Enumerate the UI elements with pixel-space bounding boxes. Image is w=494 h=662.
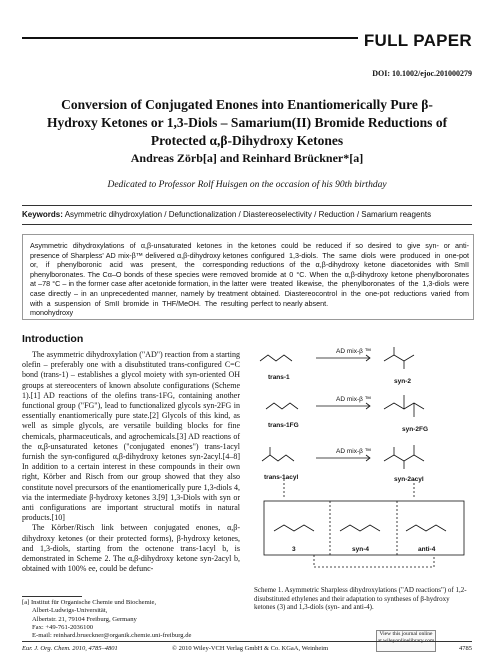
olefin-chain xyxy=(266,403,298,409)
footnote-line: Albertstr. 21, 79104 Freiburg, Germany xyxy=(32,615,137,623)
dedication: Dedicated to Professor Rolf Huisgen on the occasion of his 90th birthday xyxy=(107,180,387,190)
page-number: 4785 xyxy=(459,645,472,652)
footnote-line: [a] Institut für Organische Chemie und Biochemie, xyxy=(22,599,157,606)
compound-label: trans-1 xyxy=(268,374,290,381)
section-label: FULL PAPER xyxy=(358,31,472,51)
chain-anti-4 xyxy=(406,525,446,531)
ketodiol-chain xyxy=(384,455,424,461)
footnote-line: Albert-Ludwigs-Universität, xyxy=(32,607,108,615)
intro-text xyxy=(22,350,240,574)
abstract-right: ketones could be reduced if so desired to give syn- or anti-configured 1,3-diols. The same diols were produced in one-pot reductions of the α,β-dihydroxy ketone diacetonides with SmII bromide at 0 °C. When the α,β-dihydroxy ketone phenylboronates were treated likewise, the phenylboronates of the 1,3-diols were obtained. Diastereocontrol in the one-pot reductions varied from perfect to nearly absent. xyxy=(251,241,469,308)
abstract-left: Asymmetric dihydroxylations of α,β-unsaturated ketones in the presence of Sharpless' AD mix-β™ delivered α,β-dihydroxy ketones or, if phenylboronic acid was present, the corresponding phenylboronates. The Cα–O bonds of these species were removed at –78 °C – in the former case after acetonide formation, in the latter case directly – in an unprecedented manner, namely by treatment with a suspension of SmII bromide in THF/MeOH. The resulting monohydroxy xyxy=(30,241,248,318)
compound-label: syn-4 xyxy=(352,546,369,553)
footnote-line: Fax: +49-761-2036100 xyxy=(32,623,94,631)
reagent-label: AD mix-β ™ xyxy=(336,396,372,403)
paragraph: The Körber/Risch link between conjugated enones, α,β-dihydroxy ketones (or their protected forms), β-hydroxy ketones, and 1,3-diols, starting from the octenone trans-1acyl b, is demonstrated in Scheme 2. The α,β-dihydroxy ketone syn-2acyl b, obtained with 100% ee, could be defunc- xyxy=(22,523,240,574)
footnote-rule xyxy=(22,596,82,597)
compound-label: trans-1acyl xyxy=(264,474,299,481)
authors: Andreas Zörb[a] and Reinhard Brückner*[a] xyxy=(130,151,364,165)
scheme-drawing xyxy=(254,339,472,581)
doi[interactable]: DOI: 10.1002/ejoc.201000279 xyxy=(372,69,472,78)
abstract-box xyxy=(22,234,474,320)
journal-citation: Eur. J. Org. Chem. 2010, 4785–4801 xyxy=(22,645,118,652)
divider xyxy=(22,224,472,225)
compound-label: syn-2 xyxy=(394,378,411,385)
compound-label: trans-1FG xyxy=(268,422,299,429)
diol-chain xyxy=(384,355,414,361)
online-badge[interactable]: View this journal online xyxy=(376,630,436,652)
olefin-chain xyxy=(260,355,292,361)
keywords-label: Keywords: xyxy=(22,210,63,219)
affiliation-footnote xyxy=(22,599,240,640)
compound-label: syn-2FG xyxy=(402,426,429,433)
reagent-label: AD mix-β ™ xyxy=(336,348,372,355)
keywords-text: Asymmetric dihydroxylation / Defunctionalization / Diastereoselectivity / Reduction / Samarium reagents xyxy=(64,210,432,219)
divider xyxy=(22,205,472,206)
footnote-email[interactable]: E-mail: reinhard.brueckner@organik.chemie.uni-freiburg.de xyxy=(32,632,192,640)
chain-syn-4 xyxy=(340,525,380,531)
scheme-caption: Scheme 1. Asymmetric Sharpless dihydroxylations ("AD reactions") of 1,2-disubstituted ethylenes and their adaptation to syntheses of β-hydroxy ketones (3) and 1,3-diols (syn- and anti-4). xyxy=(254,586,467,612)
section-heading: Introduction xyxy=(22,333,84,345)
footer-rule xyxy=(22,641,472,642)
paragraph: The asymmetric dihydroxylation ("AD") reaction from a starting olefin – preferably one with a disubstituted trans-configured C=C bond (trans-1) – establishes a glycol moiety with syn-oriented OH groups at stereocenters of known absolute configurations (Scheme 1).[1] AD reactions of the olefins trans-1FG, containing another functional group ("FG"), lead to functionalized glycols syn-2FG in essentially enantiomerically pure state.[2] Glycols of this kind, as well as simple glycols, are versatile building blocks for fine chemicals, pharmaceuticals, and agrochemicals.[3] AD reactions of the α,β-unsaturated ketones ("conjugated enones") trans-1acyl furnish the syn-configured α,β-dihydroxy ketones syn-2acyl.[4–8] In addition to a certain interest in these compounds in their own right, Körber and Risch from our group showed that they also constitute novel precursors of the enantiomerically pure 1,3-diols 4, via the intermediate β-hydroxy ketones 3.[9] 1,3-Diols with syn or anti configurations are important structural motifs in natural products.[10] xyxy=(22,350,240,523)
reagent-label: AD mix-β ™ xyxy=(336,448,372,455)
copyright: © 2010 Wiley-VCH Verlag GmbH & Co. KGaA, Weinheim xyxy=(172,645,329,652)
compound-label: 3 xyxy=(292,546,296,553)
article-title: Conversion of Conjugated Enones into Enantiomerically Pure β-Hydroxy Ketones or 1,3-Diols – Samarium(II) Bromide Reductions of Protected α,β-Dihydroxy Ketones xyxy=(46,97,448,148)
scheme-1 xyxy=(254,339,472,581)
keywords xyxy=(22,210,472,219)
enone-chain xyxy=(262,455,294,461)
chain-3 xyxy=(274,525,314,531)
page-header xyxy=(0,0,494,54)
compound-label: anti-4 xyxy=(418,546,436,553)
compound-label: syn-2acyl xyxy=(394,476,424,483)
